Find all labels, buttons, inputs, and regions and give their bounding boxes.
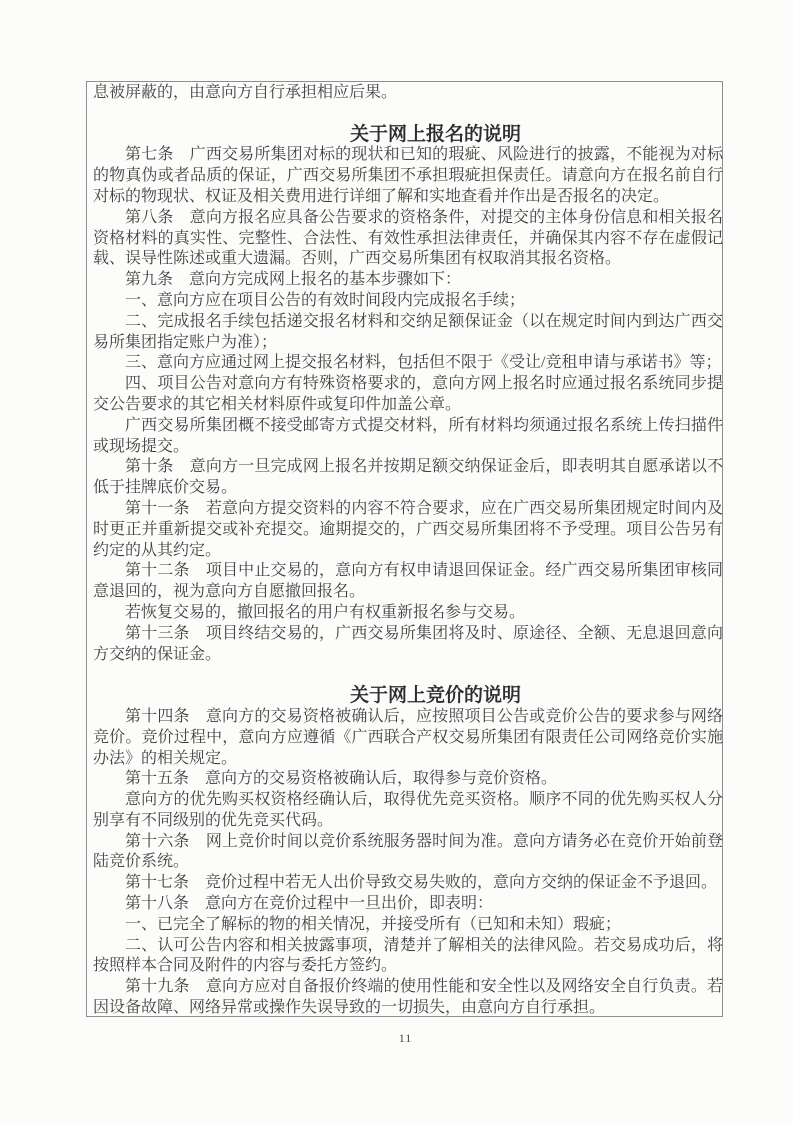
paragraph-article-13: 第十三条 项目终结交易的，广西交易所集团将及时、原途径、全额、无息退回意向方交纳的保证金。 — [93, 624, 723, 663]
blank-line — [93, 104, 723, 125]
paragraph-article-7: 第七条 广西交易所集团对标的现状和已知的瑕疵、风险进行的披露，不能视为对标的物真伪或者品质的保证，广西交易所集团不承担瑕疵担保责任。请意向方在报名前自行对标的物现状、权证及相关费用进行详细了解和实地查看并作出是否报名的决定。 — [93, 146, 723, 205]
paragraph-article-12: 第十二条 项目中止交易的，意向方有权申请退回保证金。经广西交易所集团审核同意退回的，视为意向方自愿撤回报名。 — [93, 562, 723, 601]
paragraph-article-19: 第十九条 意向方应对自备报价终端的使用性能和安全性以及网络安全自行负责。若因设备故障、网络异常或操作失误导致的一切损失，由意向方自行承担。 — [93, 978, 723, 1017]
paragraph-priority-right-note: 意向方的优先购买权资格经确认后，取得优先竞买资格。顺序不同的优先购买权人分别享有不同级别的优先竞买代码。 — [93, 791, 723, 829]
continuation-paragraph: 息被屏蔽的，由意向方自行承担相应后果。 — [93, 84, 398, 101]
paragraph-step-3: 三、意向方应通过网上提交报名材料，包括但不限于《受让/竞租申请与承诺书》等； — [125, 354, 722, 372]
paragraph-article-9: 第九条 意向方完成网上报名的基本步骤如下： — [125, 271, 462, 289]
paragraph-article-10: 第十条 意向方一旦完成网上报名并按期足额交纳保证金后，即表明其自愿承诺以不低于挂牌底价交易。 — [93, 458, 723, 497]
paragraph-article-17: 第十七条 竞价过程中若无人出价导致交易失败的，意向方交纳的保证金不予退回。 — [125, 874, 718, 892]
section-heading-online-registration: 关于网上报名的说明 — [349, 123, 521, 145]
paragraph-article-11: 第十一条 若意向方提交资料的内容不符合要求，应在广西交易所集团规定时间内及时更正并重新提交或补充提交。逾期提交的，广西交易所集团将不予受理。项目公告另有约定的从其约定。 — [93, 499, 723, 559]
paragraph-article-8: 第八条 意向方报名应具备公告要求的资格条件，对提交的主体身份信息和相关报名资格材料的真实性、完整性、合法性、有效性承担法律责任，并确保其内容不存在虚假记载、误导性陈述或重大遗漏。否则，广西交易所集团有权取消其报名资格。 — [93, 208, 723, 268]
page-number: 11 — [398, 1031, 413, 1045]
paragraph-step-4: 四、项目公告对意向方有特殊资格要求的，意向方网上报名时应通过报名系统同步提交公告要求的其它相关材料原件或复印件加盖公章。 — [93, 375, 723, 413]
paragraph-article-14: 第十四条 意向方的交易资格被确认后，应按照项目公告或竞价公告的要求参与网络竞价。竞价过程中，意向方应遵循《广西联合产权交易所集团有限责任公司网络竞价实施办法》的相关规定。 — [93, 707, 723, 767]
paragraph-resume-note: 若恢复交易的，撤回报名的用户有权重新报名参与交易。 — [125, 603, 526, 621]
paragraph-bid-item-2: 二、认可公告内容和相关披露事项，清楚并了解相关的法律风险。若交易成功后，将按照样本合同及附件的内容与委托方签约。 — [93, 936, 723, 975]
document-body — [93, 83, 723, 1019]
paragraph-step-2: 二、完成报名手续包括递交报名材料和交纳足额保证金（以在规定时间内到达广西交易所集团指定账户为准）； — [93, 312, 723, 351]
blank-line — [93, 665, 723, 686]
paragraph-no-mail-note: 广西交易所集团概不接受邮寄方式提交材料，所有材料均须通过报名系统上传扫描件或现场提交。 — [93, 416, 723, 455]
paragraph-article-16: 第十六条 网上竞价时间以竞价系统服务器时间为准。意向方请务必在竞价开始前登陆竞价系统。 — [93, 832, 723, 871]
paragraph-bid-item-1: 一、已完全了解标的物的相关情况，并接受所有（已知和未知）瑕疵； — [125, 915, 622, 933]
paragraph-step-1: 一、意向方应在项目公告的有效时间段内完成报名手续； — [125, 291, 526, 309]
section-heading-online-bidding: 关于网上竞价的说明 — [349, 685, 521, 707]
paragraph-article-15: 第十五条 意向方的交易资格被确认后，取得参与竞价资格。 — [125, 770, 558, 788]
paragraph-article-18: 第十八条 意向方在竞价过程中一旦出价，即表明： — [125, 895, 494, 913]
